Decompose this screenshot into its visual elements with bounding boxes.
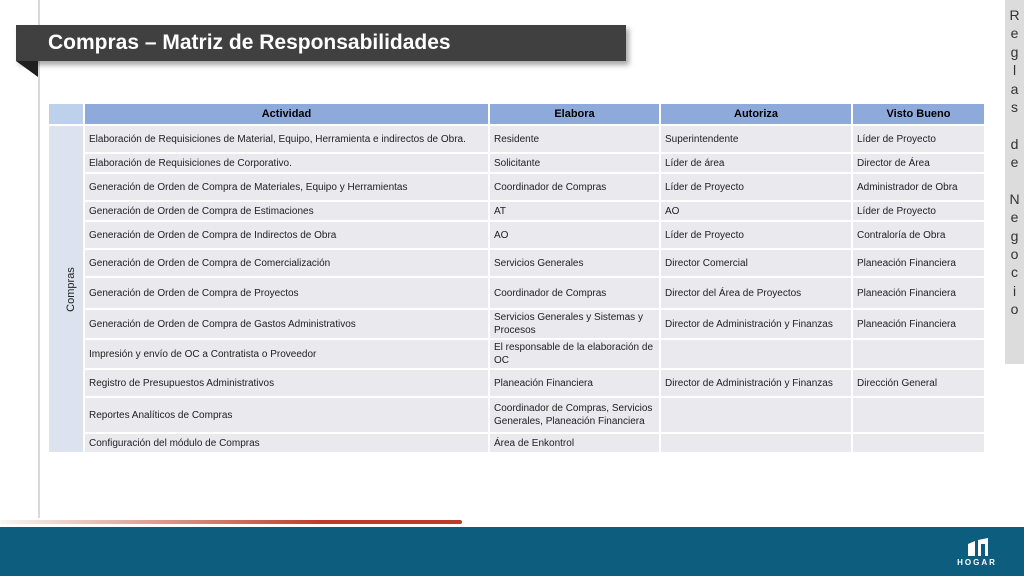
side-tab-letter: l <box>1012 62 1017 79</box>
responsibility-matrix-table <box>47 102 986 454</box>
cell-visto-bueno: Planeación Financiera <box>852 277 985 309</box>
title-banner-fold <box>16 61 38 77</box>
cell-elabora: Solicitante <box>489 153 660 173</box>
side-tab-letter: g <box>1010 227 1019 244</box>
side-tab-letter: e <box>1010 25 1019 42</box>
side-tab-letter: e <box>1010 209 1019 226</box>
side-tab-letter: c <box>1011 264 1018 281</box>
side-tab-letter: s <box>1011 98 1018 115</box>
table-row <box>48 201 985 221</box>
table-row <box>48 277 985 309</box>
table-header-row <box>48 103 985 125</box>
cell-elabora: Servicios Generales y Sistemas y Procesos <box>489 309 660 339</box>
side-tab-letter: N <box>1009 190 1020 207</box>
cell-visto-bueno: Administrador de Obra <box>852 173 985 201</box>
header-autoriza: Autoriza <box>660 103 852 125</box>
cell-actividad: Reportes Analíticos de Compras <box>84 397 489 433</box>
cell-elabora: Área de Enkontrol <box>489 433 660 453</box>
side-tab-reglas-de-negocio <box>1005 0 1024 364</box>
hogar-logo <box>952 538 1002 572</box>
group-cell-compras <box>48 125 84 453</box>
cell-visto-bueno: Líder de Proyecto <box>852 125 985 153</box>
table-row <box>48 173 985 201</box>
logo-text: HOGAR <box>957 558 997 567</box>
cell-actividad: Generación de Orden de Compra de Gastos Administrativos <box>84 309 489 339</box>
cell-visto-bueno: Líder de Proyecto <box>852 201 985 221</box>
cell-autoriza <box>660 433 852 453</box>
cell-visto-bueno <box>852 433 985 453</box>
footer-bar <box>0 527 1024 576</box>
table-row <box>48 339 985 369</box>
cell-autoriza: Director de Administración y Finanzas <box>660 369 852 397</box>
header-elabora: Elabora <box>489 103 660 125</box>
cell-autoriza: Director de Administración y Finanzas <box>660 309 852 339</box>
header-actividad: Actividad <box>84 103 489 125</box>
cell-actividad: Registro de Presupuestos Administrativos <box>84 369 489 397</box>
cell-actividad: Generación de Orden de Compra de Indirectos de Obra <box>84 221 489 249</box>
group-label: Compras <box>64 266 77 312</box>
table-row <box>48 309 985 339</box>
cell-autoriza: Director del Área de Proyectos <box>660 277 852 309</box>
side-tab-letter: d <box>1010 135 1019 152</box>
cell-elabora: Servicios Generales <box>489 249 660 277</box>
table-row <box>48 397 985 433</box>
side-tab-letter: R <box>1009 7 1020 23</box>
header-visto-bueno: Visto Bueno <box>852 103 985 125</box>
cell-autoriza: Director Comercial <box>660 249 852 277</box>
cell-elabora: Coordinador de Compras, Servicios Generales, Planeación Financiera <box>489 397 660 433</box>
table-row <box>48 125 985 153</box>
table-row <box>48 369 985 397</box>
cell-elabora: Residente <box>489 125 660 153</box>
cell-actividad: Elaboración de Requisiciones de Corporativo. <box>84 153 489 173</box>
cell-elabora: Coordinador de Compras <box>489 173 660 201</box>
side-tab-letter: e <box>1010 154 1019 171</box>
cell-actividad: Generación de Orden de Compra de Proyectos <box>84 277 489 309</box>
cell-autoriza: AO <box>660 201 852 221</box>
cell-autoriza <box>660 397 852 433</box>
cell-autoriza <box>660 339 852 369</box>
side-tab-letter: o <box>1010 246 1019 263</box>
cell-visto-bueno <box>852 339 985 369</box>
cell-actividad: Generación de Orden de Compra de Estimaciones <box>84 201 489 221</box>
cell-actividad: Elaboración de Requisiciones de Material, Equipo, Herramienta e indirectos de Obra. <box>84 125 489 153</box>
cell-actividad: Impresión y envío de OC a Contratista o Proveedor <box>84 339 489 369</box>
cell-actividad: Generación de Orden de Compra de Comercialización <box>84 249 489 277</box>
cell-autoriza: Líder de Proyecto <box>660 221 852 249</box>
table-row <box>48 433 985 453</box>
cell-elabora: Coordinador de Compras <box>489 277 660 309</box>
side-tab-letter: i <box>1012 282 1017 299</box>
cell-elabora: AO <box>489 221 660 249</box>
cell-autoriza: Líder de Proyecto <box>660 173 852 201</box>
side-tab-letter: a <box>1010 80 1019 97</box>
hogar-logo-icon <box>966 538 990 556</box>
side-tab-letter: o <box>1010 301 1019 318</box>
cell-visto-bueno <box>852 397 985 433</box>
cell-autoriza: Líder de área <box>660 153 852 173</box>
table-row <box>48 153 985 173</box>
cell-visto-bueno: Planeación Financiera <box>852 309 985 339</box>
footer-red-accent-line <box>0 520 462 524</box>
header-blank-cell <box>48 103 84 125</box>
cell-visto-bueno: Contraloría de Obra <box>852 221 985 249</box>
cell-actividad: Generación de Orden de Compra de Materiales, Equipo y Herramientas <box>84 173 489 201</box>
cell-actividad: Configuración del módulo de Compras <box>84 433 489 453</box>
side-tab-letter: g <box>1010 43 1019 60</box>
table-row <box>48 221 985 249</box>
cell-visto-bueno: Dirección General <box>852 369 985 397</box>
cell-autoriza: Superintendente <box>660 125 852 153</box>
cell-elabora: AT <box>489 201 660 221</box>
cell-elabora: El responsable de la elaboración de OC <box>489 339 660 369</box>
left-vertical-rule <box>38 0 40 518</box>
cell-elabora: Planeación Financiera <box>489 369 660 397</box>
cell-visto-bueno: Director de Área <box>852 153 985 173</box>
page-title: Compras – Matriz de Responsabilidades <box>48 31 451 54</box>
table-row <box>48 249 985 277</box>
cell-visto-bueno: Planeación Financiera <box>852 249 985 277</box>
